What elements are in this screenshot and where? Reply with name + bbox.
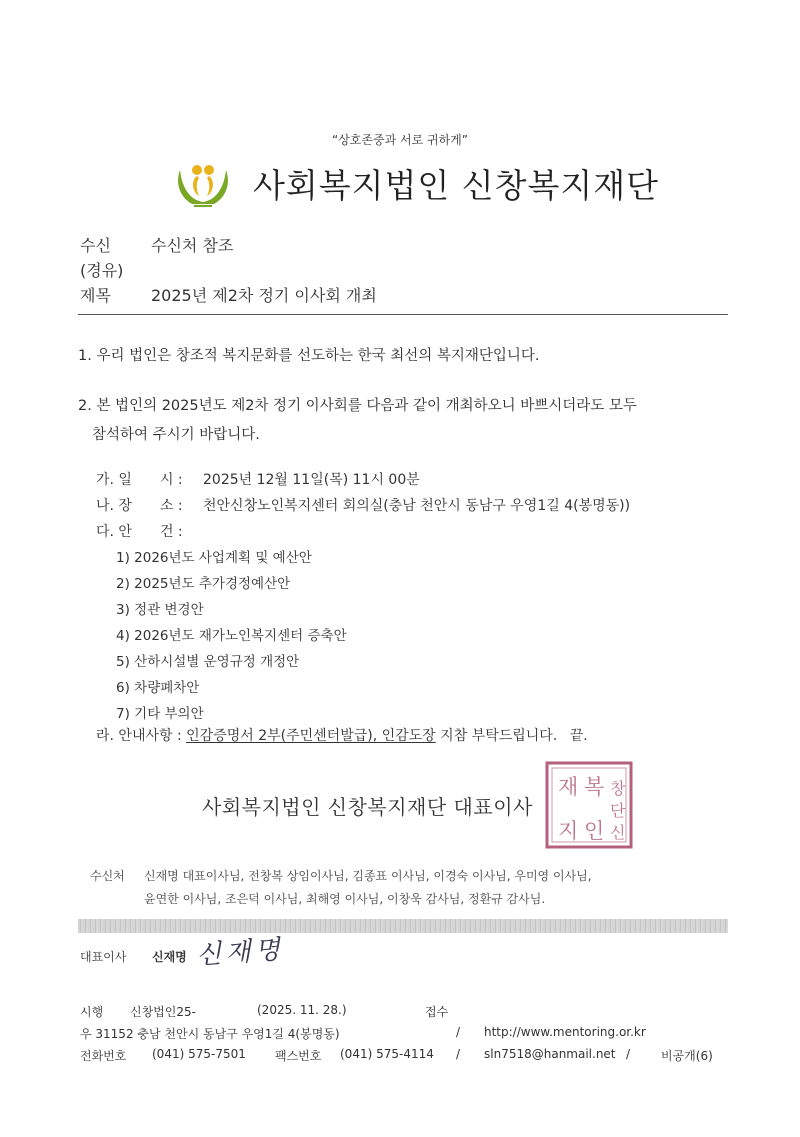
agenda-label: 다. 안 건 :	[96, 524, 183, 540]
seal-char: 창	[610, 779, 626, 798]
agenda-item: 7) 기타 부의안	[116, 706, 204, 722]
date-value: 2025년 12월 11일(목) 11시 00분	[203, 472, 420, 488]
end-mark: 끝.	[569, 728, 588, 744]
subject-label: 제목	[80, 286, 111, 305]
subject-value: 2025년 제2차 정기 이사회 개최	[151, 286, 377, 305]
disclosure-status: 비공개(6)	[661, 1049, 713, 1063]
fax-number: (041) 575-4114	[340, 1047, 434, 1061]
doc-label: 시행	[80, 1005, 104, 1019]
recipient-label: 수신	[80, 236, 111, 255]
ceo-name: 신재명	[152, 950, 187, 964]
agenda-item: 6) 차량폐차안	[116, 680, 200, 696]
org-title: 사회복지법인 신창복지재단	[253, 166, 660, 205]
sender-name: 사회복지법인 신창복지재단 대표이사	[202, 795, 533, 819]
fax-label: 팩스번호	[275, 1049, 322, 1063]
separator: /	[626, 1047, 631, 1061]
agenda-item: 1) 2026년도 사업계획 및 예산안	[116, 550, 312, 566]
ceo-signature: 신 재 명	[195, 935, 280, 971]
notice-rest: 지참 부탁드립니다.	[440, 728, 558, 744]
foundation-logo	[172, 158, 234, 212]
separator: /	[456, 1025, 461, 1039]
header-divider	[78, 314, 728, 315]
notice-required-items: 인감증명서 2부(주민센터발급), 인감도장	[186, 728, 436, 744]
divider-band	[78, 919, 728, 933]
seal-char: 인	[584, 819, 605, 843]
phone-number: (041) 575-7501	[152, 1047, 246, 1061]
agenda-item: 2) 2025년도 추가경정예산안	[116, 576, 291, 592]
motto: “상호존중과 서로 귀하게”	[332, 133, 468, 147]
paragraph-2-line-2: 참석하여 주시기 바랍니다.	[92, 427, 260, 443]
separator: /	[456, 1047, 461, 1061]
seal-char: 지	[558, 819, 579, 843]
seal-char: 신	[610, 823, 626, 842]
paragraph-1: 1. 우리 법인은 창조적 복지문화를 선도하는 한국 최선의 복지재단입니다.	[78, 348, 540, 364]
email-link[interactable]: sln7518@hanmail.net	[484, 1047, 616, 1061]
ceo-label: 대표이사	[80, 950, 127, 964]
paragraph-2-line-1: 2. 본 법인의 2025년도 제2차 정기 이사회를 다음과 같이 개최하오니 바쁘시더라도 모두	[78, 398, 637, 414]
doc-number: 신창법인25-	[130, 1005, 196, 1019]
agenda-item: 5) 산하시설별 운영규정 개정안	[116, 654, 300, 670]
doc-date: (2025. 11. 28.)	[257, 1003, 347, 1017]
via-label: (경유)	[80, 261, 124, 280]
seal-char: 단	[610, 801, 626, 820]
phone-label: 전화번호	[80, 1049, 127, 1063]
address: 우 31152 충남 천안시 동남구 우영1길 4(봉명동)	[80, 1027, 340, 1041]
website-link[interactable]: http://www.mentoring.or.kr	[484, 1025, 646, 1039]
recipients-line-1: 신재명 대표이사님, 전창복 상임이사님, 김종표 이사님, 이경숙 이사님, 우미영 이사님,	[144, 869, 592, 883]
date-label: 가. 일 시 :	[96, 472, 183, 488]
agenda-item: 3) 정관 변경안	[116, 602, 204, 618]
recipients-label: 수신처	[90, 869, 125, 883]
notice-label: 라. 안내사항 :	[96, 728, 182, 744]
place-label: 나. 장 소 :	[96, 498, 183, 514]
notice-line	[96, 725, 588, 745]
agenda-item: 4) 2026년도 재가노인복지센터 증축안	[116, 628, 347, 644]
recipients-line-2: 윤연한 이사님, 조은덕 이사님, 최해영 이사님, 이창욱 감사님, 정환규 감사님.	[144, 892, 546, 906]
receive-label: 접수	[425, 1005, 449, 1019]
recipient-value: 수신처 참조	[151, 236, 234, 255]
seal-char: 복	[584, 775, 605, 799]
official-seal	[544, 760, 634, 850]
place-value: 천안신창노인복지센터 회의실(충남 천안시 동남구 우영1길 4(봉명동))	[203, 498, 631, 514]
seal-char: 재	[558, 775, 579, 799]
